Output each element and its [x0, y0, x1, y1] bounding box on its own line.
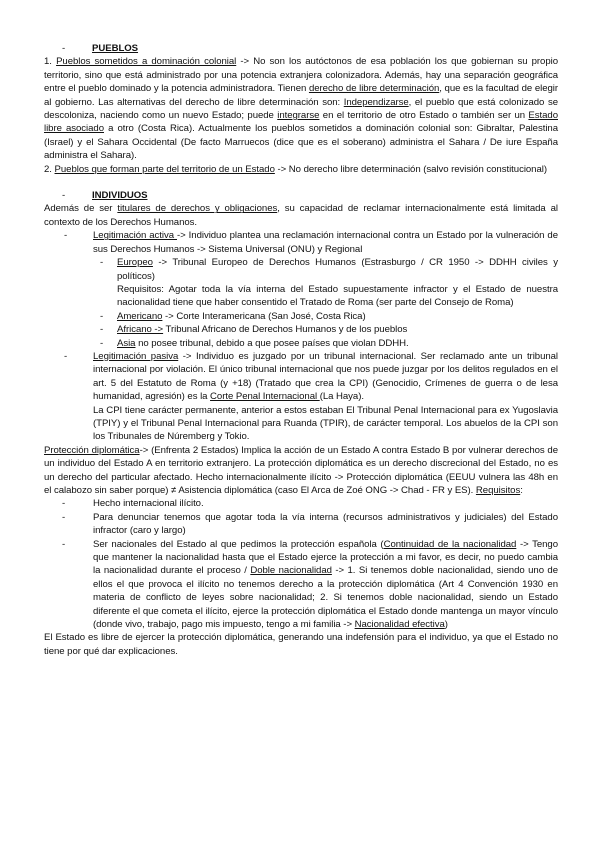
text: (La Haya). — [319, 391, 364, 403]
term-corte-penal-internacional: Corte Penal Internacional — [210, 391, 320, 403]
text: -> (Enfrenta 2 Estados) Implica la acción de un Estado A contra Estado B por vulnerar derechos de un individuo del Estado A en territorio extranjero. La protección diplomática es un derecho discrecional del Estado, no es un derecho del particular afectado. Hecho internacionalmente ilícito -> Protección diplomática (EEUU vulnera las 48h en el calabozo sin saber porque) ≠ Asistencia diplomática (caso El Arca de Zoé ONG -> Chad - FR y ES). — [44, 444, 559, 496]
paragraph-europeo-requisitos: Requisitos: Agotar toda la vía interna del Estado supuestamente infractor y el Estado de nuestra nacionalidad tiene que haber consentido el Tratado de Roma (ser parte del Consejo de Roma) — [117, 283, 558, 309]
paragraph-proteccion-diplomatica — [44, 444, 558, 498]
section-heading-individuos — [44, 189, 558, 202]
bullet-dash: - — [100, 310, 104, 322]
term-integrarse: integrarse — [277, 110, 320, 122]
spacer — [44, 176, 558, 189]
bullet-dash: - — [64, 350, 68, 362]
bullet-dash: - — [62, 190, 66, 202]
term-proteccion-diplomatica: Protección diplomática — [44, 444, 140, 456]
list-item-requisito-1 — [44, 497, 558, 510]
text: Además de ser — [44, 203, 118, 215]
bullet-dash: - — [100, 324, 104, 336]
section-heading-pueblos — [44, 42, 558, 55]
text: -> Tribunal Europeo de Derechos Humanos (Estrasburgo / CR 1950 -> DDHH civiles y políticos) — [117, 257, 558, 282]
term-doble-nacionalidad: Doble nacionalidad — [250, 565, 332, 577]
list-item-legitimacion-pasiva — [44, 350, 558, 404]
bullet-dash: - — [62, 498, 66, 510]
bullet-dash: - — [62, 511, 66, 523]
text: -> Corte Interamericana (San José, Costa Rica) — [162, 310, 366, 322]
heading-text: INDIVIDUOS — [92, 190, 148, 202]
bullet-dash: - — [64, 230, 68, 242]
term-africano: Africano -> — [117, 324, 164, 336]
paragraph-closing: El Estado es libre de ejercer la protección diplomática, generando una indefensión para el individuo, ya que el Estado no tiene por qué dar explicaciones. — [44, 632, 558, 657]
term-estado-libre-asociado: Estado libre asociado — [44, 110, 558, 135]
list-item-requisito-2 — [44, 511, 558, 538]
document-body — [44, 42, 558, 658]
term-requisitos: Requisitos — [475, 485, 521, 496]
text: a otro (Costa Rica). Actualmente los pueblos sometidos a dominación colonial son: Gibraltar, Palestina (Israel) y el Sahara Occidental (De facto Marruecos (dice que es el soberano) administra el Sahara / De iure España administra el Sahara). — [44, 123, 558, 162]
term-europeo: Europeo — [117, 257, 153, 269]
list-item-americano — [44, 310, 558, 323]
text: -> 1. Si tenemos doble nacionalidad, siendo uno de ellos el que provoca el ilícito no tenemos derecho a la protección diplomática (Art 4 Convención 1930 en materia de conflicto de leyes sobre nacionalidad; 2. Si tenemos doble nacionalidad, siendo un Estado diferente el que cometa el ilícito, ejerce la protección diplomática el Estado donde mantenga un mayor vínculo (donde vivo, trabajo, pago mis impuesto, tengo a mi familia -> — [93, 565, 559, 631]
text: , que es la facultad de elegir al gobierno. Las alternativas del derecho de libre determinación son: — [44, 83, 558, 108]
term-pueblos-coloniales: Pueblos sometidos a dominación colonial — [56, 56, 237, 68]
text: , el pueblo que está colonizado se descoloniza, naciendo como un nuevo Estado; puede — [44, 96, 558, 122]
term-legitimacion-pasiva: Legitimación pasiva — [93, 350, 179, 362]
term-asia: Asia — [117, 337, 136, 349]
item-number: 1. — [44, 56, 52, 68]
text: Tribunal Africano de Derechos Humanos y de los pueblos — [163, 324, 408, 336]
text: no posee tribunal, debido a que posee países que violan DDHH. — [135, 337, 409, 349]
text: -> Individuo plantea una reclamación internacional contra un Estado por la vulneración de sus Derechos Humanos -> Sistema Universal (ONU) y Regional — [93, 230, 558, 255]
heading-text: PUEBLOS — [92, 43, 139, 54]
item-number: 2. — [44, 163, 52, 175]
bullet-dash: - — [100, 337, 104, 349]
list-item-europeo — [44, 256, 558, 283]
text: ) — [444, 619, 448, 631]
list-item-legitimacion-activa — [44, 229, 558, 256]
text: -> Tengo que mantener la nacionalidad hasta que el Estado ejerce la protección a mi favor, es decir, no puedo cambia la nacionalidad durante el proceso / — [93, 538, 558, 577]
paragraph-individuos-intro — [44, 202, 558, 229]
paragraph-pueblos-coloniales — [44, 55, 558, 162]
text: -> No derecho libre determinación (salvo revisión constitucional) — [274, 163, 547, 175]
term-libre-determinacion: derecho de libre determinación — [308, 83, 440, 95]
term-titulares: titulares de derechos y obligaciones — [117, 203, 278, 215]
text: -> No son los autóctonos de esa población los que gobiernan su propio territorio, sino que está administrado por una potencia extranjera colonizadora. Además, hay una separación geográfica entre el pueblo dominado y la potencia administradora. Tienen — [44, 56, 558, 95]
text: Hecho internacional ilícito. — [93, 498, 204, 510]
term-continuidad-nacionalidad: Continuidad de la nacionalidad — [383, 538, 517, 550]
text: Ser nacionales del Estado al que pedimos la protección española ( — [93, 538, 384, 550]
text: Para denunciar tenemos que agotar toda la vía interna (recursos administrativos y judiciales) del Estado infractor (caro y largo) — [93, 511, 558, 537]
term-independizarse: Independizarse — [343, 96, 409, 108]
term-americano: Americano — [117, 310, 163, 322]
text: : — [520, 485, 523, 496]
term-nacionalidad-efectiva: Nacionalidad efectiva — [354, 619, 445, 631]
bullet-dash: - — [62, 538, 66, 550]
text: en el territorio de otro Estado o también ser un — [319, 110, 529, 122]
list-item-requisito-3 — [44, 538, 558, 632]
bullet-dash: - — [100, 257, 104, 269]
bullet-dash: - — [62, 43, 66, 54]
list-item-africano — [44, 323, 558, 336]
list-item-asia — [44, 337, 558, 350]
term-pueblos-estado: Pueblos que forman parte del territorio de un Estado — [54, 163, 275, 175]
text: , su capacidad de reclamar internacionalmente está limitada al contexto de los Derechos Humanos. — [44, 203, 558, 228]
term-legitimacion-activa: Legitimación activa — [93, 230, 177, 242]
text: -> Individuo es juzgado por un tribunal internacional. Ser reclamado ante un tribunal internacional por violación. El único tribunal internacional que nos puede juzgar por los delitos regulados en el art. 5 del Estatuto de Roma (y +18) (Tratado que crea la CPI) (Genocidio, Crímenes de guerra o de lesa humanidad, agresión) es la — [93, 350, 559, 403]
paragraph-cpi: La CPI tiene carácter permanente, anterior a estos estaban El Tribunal Penal Internacional para ex Yugoslavia (TPIY) y el Tribunal Penal Internacional para Ruanda (TPIR), de carácter temporal. Los abuelos de la CPI son los Tribunales de Núremberg y Tokio. — [93, 404, 558, 443]
paragraph-pueblos-estado — [44, 163, 558, 176]
